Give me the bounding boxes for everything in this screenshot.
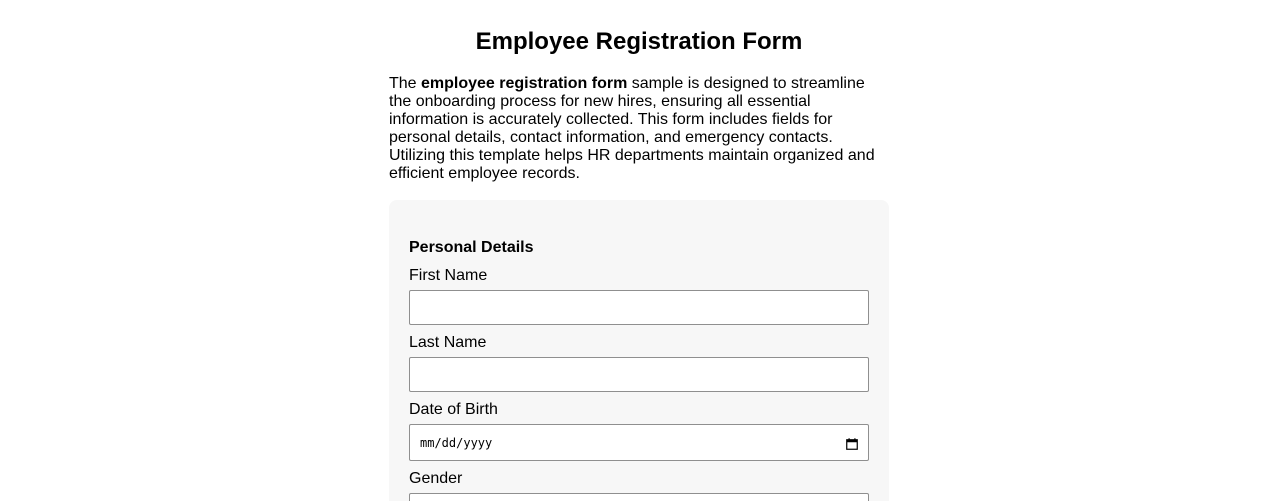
- gender-select[interactable]: [409, 493, 869, 501]
- last-name-label: Last Name: [409, 334, 487, 351]
- date-of-birth-label: Date of Birth: [409, 401, 498, 418]
- registration-form: [389, 200, 889, 501]
- intro-text-rest: sample is designed to streamline the onboarding process for new hires, ensuring all essential information is accurately collected. This form includes fields for personal details, contact information, and emergency contacts. Utilizing this template helps HR departments maintain organized and efficient employee records.: [389, 75, 875, 182]
- first-name-label: First Name: [409, 267, 488, 284]
- first-name-input[interactable]: [409, 290, 869, 325]
- gender-label: Gender: [409, 470, 463, 487]
- page-title: Employee Registration Form: [475, 28, 803, 55]
- date-of-birth-placeholder: mm/dd/yyyy: [420, 435, 493, 450]
- date-of-birth-input[interactable]: [409, 424, 869, 461]
- intro-text-start: The: [389, 75, 422, 92]
- section-title-personal-details: Personal Details: [409, 239, 534, 256]
- intro-paragraph: [389, 75, 889, 183]
- calendar-icon[interactable]: [846, 437, 858, 449]
- last-name-input[interactable]: [409, 357, 869, 392]
- intro-text-bold: employee registration form: [421, 75, 628, 92]
